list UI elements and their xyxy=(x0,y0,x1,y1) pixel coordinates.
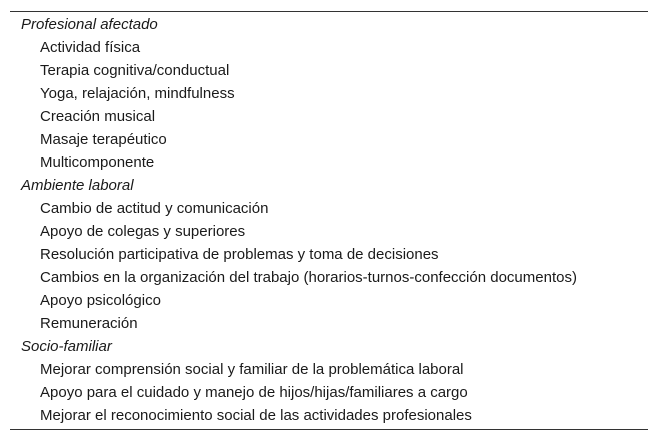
table-row: Cambio de actitud y comunicación xyxy=(40,200,269,217)
table-row: Mejorar el reconocimiento social de las actividades profesionales xyxy=(40,407,472,424)
table-row: Multicomponente xyxy=(40,154,155,171)
interventions-table xyxy=(10,11,648,430)
table-row: Masaje terapéutico xyxy=(40,131,167,148)
table-row: Remuneración xyxy=(40,315,138,332)
section-heading: Profesional afectado xyxy=(21,16,158,33)
table-row: Actividad física xyxy=(40,39,141,56)
section-heading: Socio-familiar xyxy=(21,338,112,355)
table-row: Cambios en la organización del trabajo (horarios-turnos-confección documentos) xyxy=(40,269,577,286)
table-row: Apoyo de colegas y superiores xyxy=(40,223,246,240)
table-row: Apoyo para el cuidado y manejo de hijos/hijas/familiares a cargo xyxy=(40,384,468,401)
table-row: Creación musical xyxy=(40,108,156,125)
table-row: Terapia cognitiva/conductual xyxy=(40,62,230,79)
table-row: Yoga, relajación, mindfulness xyxy=(40,85,235,102)
table-row: Resolución participativa de problemas y toma de decisiones xyxy=(40,246,439,263)
section-heading: Ambiente laboral xyxy=(21,177,134,194)
table-row: Apoyo psicológico xyxy=(40,292,161,309)
table-row: Mejorar comprensión social y familiar de la problemática laboral xyxy=(40,361,464,378)
